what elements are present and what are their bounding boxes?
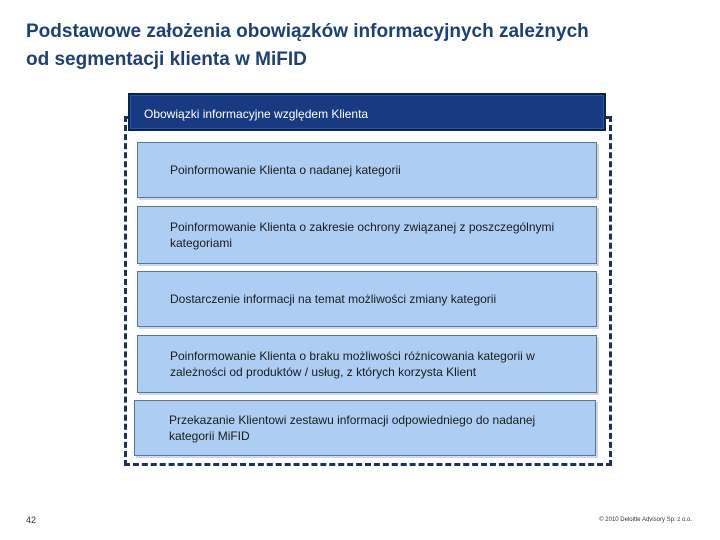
- copyright-text: © 2010 Deloitte Advisory Sp. z o.o.: [599, 517, 692, 523]
- page-number: 42: [26, 515, 37, 525]
- info-item-text: Poinformowanie Klienta o braku możliwości różnicowania kategorii w zależności od produktów / usług, z których korzysta Klient: [170, 349, 535, 379]
- info-item-4: [137, 335, 597, 393]
- info-item-1: [137, 142, 597, 198]
- header-bar: [128, 93, 606, 131]
- info-item-text: Dostarczenie informacji na temat możliwości zmiany kategorii: [170, 292, 497, 306]
- info-item-2: [137, 206, 597, 264]
- title-line-2: od segmentacji klienta w MiFID: [26, 49, 307, 70]
- header-text: Obowiązki informacyjne względem Klienta: [144, 107, 369, 121]
- info-item-5: [134, 400, 596, 456]
- info-item-text: Poinformowanie Klienta o nadanej kategorii: [170, 163, 401, 177]
- info-item-3: [137, 271, 597, 327]
- title-line-1: Podstawowe założenia obowiązków informacyjnych zależnych: [26, 21, 589, 42]
- slide-title: [26, 18, 716, 74]
- info-item-text: Przekazanie Klientowi zestawu informacji odpowiedniego do nadanej kategorii MiFID: [169, 413, 536, 443]
- info-item-text: Poinformowanie Klienta o zakresie ochrony związanej z poszczególnymi kategoriami: [170, 220, 555, 250]
